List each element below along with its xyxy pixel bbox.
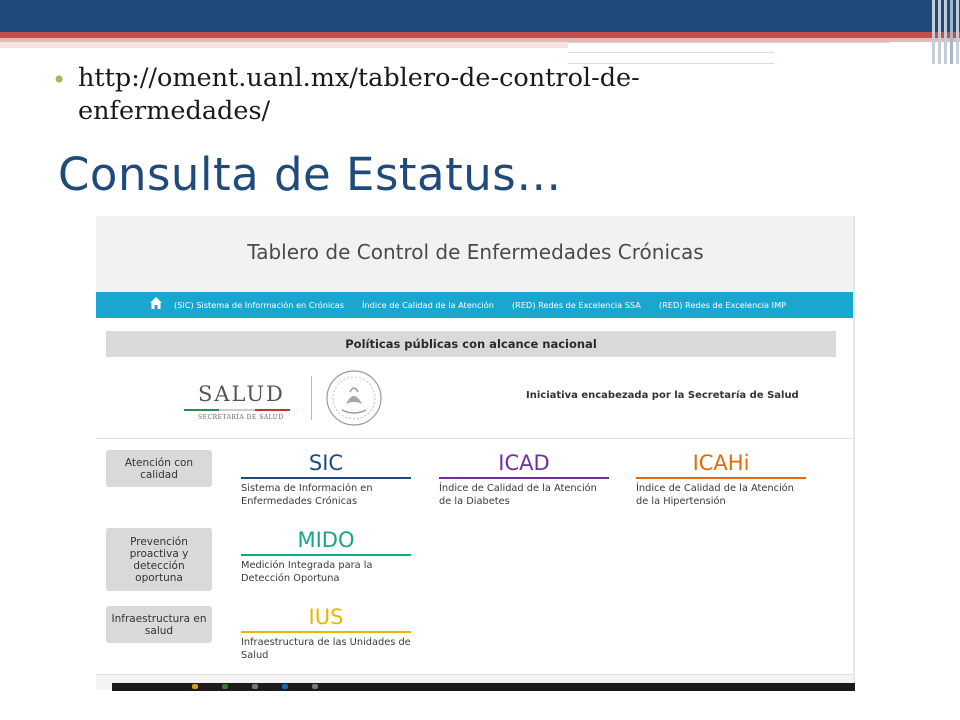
tile-icahi-desc: Índice de Calidad de la Atención de la Hipertensión — [636, 483, 794, 507]
salud-logo-subtitle: SECRETARÍA DE SALUD — [198, 414, 284, 421]
nav-item-sic[interactable]: (SIC) Sistema de Información en Crónicas — [174, 300, 345, 310]
page-header — [96, 216, 855, 292]
tile-ius-underline — [241, 631, 411, 633]
navigation-bar — [96, 292, 855, 318]
salud-logo — [184, 374, 294, 424]
tile-sic-abbr: SIC — [308, 451, 344, 475]
scrollbar[interactable] — [853, 216, 855, 690]
category-prevencion[interactable]: Prevención proactiva y detección oportuna — [106, 528, 212, 591]
tile-mido-underline — [241, 554, 411, 556]
taskbar — [112, 683, 855, 691]
tile-mido-desc: Medición Integrada para la Detección Oportuna — [241, 560, 373, 584]
tile-icahi-underline — [636, 477, 806, 479]
slide-title: Consulta de Estatus… — [58, 148, 562, 201]
logo-divider — [311, 376, 312, 420]
mexico-seal-icon — [324, 368, 384, 428]
tile-ius[interactable] — [241, 604, 411, 662]
tile-icad-underline — [439, 477, 609, 479]
slide-top-band — [0, 0, 960, 32]
tile-icad[interactable] — [439, 450, 609, 508]
tile-ius-desc: Infraestructura de las Unidades de Salud — [241, 637, 411, 661]
tile-sic[interactable] — [241, 450, 411, 508]
category-atencion[interactable]: Atención con calidad — [106, 450, 212, 487]
slide-decor-strip — [0, 42, 570, 48]
page-title: Tablero de Control de Enfermedades Crónicas — [247, 240, 704, 264]
nav-item-red-imp[interactable]: (RED) Redes de Excelencia IMP — [658, 300, 787, 310]
tile-ius-abbr: IUS — [308, 605, 344, 629]
nav-item-calidad[interactable]: Índice de Calidad de la Atención — [362, 300, 494, 310]
slide-decor-bars — [930, 0, 960, 64]
tile-sic-desc: Sistema de Información en Enfermedades Crónicas — [241, 483, 373, 507]
tile-icad-desc: Índice de Calidad de la Atención de la Diabetes — [439, 483, 597, 507]
tile-mido[interactable] — [241, 527, 411, 585]
tile-icahi[interactable] — [636, 450, 806, 508]
section-separator — [96, 438, 855, 439]
category-infraestructura[interactable]: Infraestructura en salud — [106, 606, 212, 643]
nav-item-red-ssa[interactable]: (RED) Redes de Excelencia SSA — [511, 300, 641, 310]
salud-logo-stripe — [184, 409, 290, 411]
policy-section-bar: Políticas públicas con alcance nacional — [106, 331, 836, 357]
home-icon[interactable] — [150, 297, 162, 310]
tile-sic-underline — [241, 477, 411, 479]
tile-mido-abbr: MIDO — [297, 528, 355, 552]
slide-bullet-url[interactable]: http://oment.uanl.mx/tablero-de-control-de-enfermedades/ — [78, 63, 640, 126]
tile-icahi-abbr: ICAHi — [692, 451, 750, 475]
initiative-text: Iniciativa encabezada por la Secretaría de Salud — [526, 390, 799, 401]
salud-logo-word: SALUD — [198, 382, 285, 406]
embedded-screenshot — [96, 216, 855, 690]
slide-decor-block — [568, 42, 890, 52]
bullet-icon: • — [52, 66, 67, 94]
tile-icad-abbr: ICAD — [498, 451, 550, 475]
